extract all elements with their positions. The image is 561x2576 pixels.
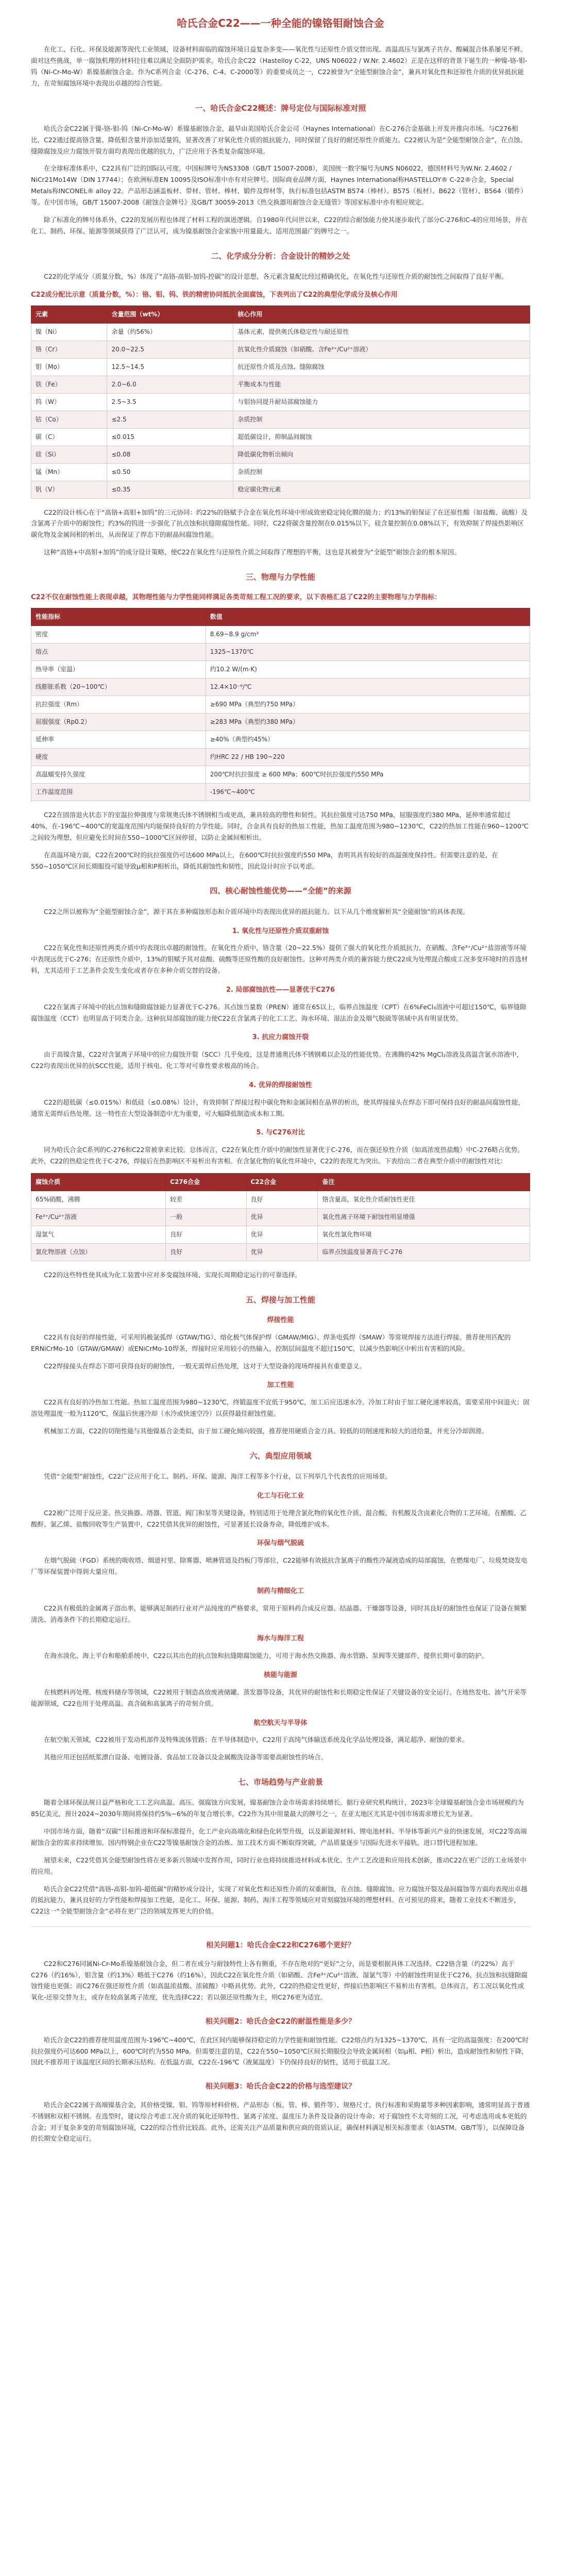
table-row <box>31 626 530 643</box>
subsection-paragraph: C22的超低碳（≤0.015%）和低硅（≤0.08%）设计，有效抑制了焊接过程中碳化物和金属间相在晶界的析出，使其焊接接头在焊态下即可保持良好的耐晶间腐蚀性能，通常无需焊后热处理。这一特性在大型设备制造中尤为重要，可大幅降低制造成本和工期。 <box>31 1098 524 1117</box>
subsection-heading: 核能与能源 <box>263 1671 297 1679</box>
subsection-paragraph: 在航空航天领域，C22被用于发动机部件及特殊流体管路；在半导体制造中，C22用于高纯气体输送系统及化学品处理设备，满足超净、耐蚀的要求。 <box>44 1736 469 1744</box>
subsection-heading: 化工与石化工业 <box>257 1492 304 1500</box>
table-cell: 优异 <box>246 1226 318 1243</box>
table-cell: 较差 <box>166 1191 246 1208</box>
table-cell: 硬度 <box>31 749 206 766</box>
table-row <box>31 446 530 463</box>
subsection-paragraph: C22在氯离子环境中的抗点蚀和缝隙腐蚀能力显著优于C-276。其点蚀当量数（PREN）通常在65以上，临界点蚀温度（CPT）在6%FeCl₃溶液中可超过150℃，临界缝隙腐蚀温度（CCT）也明显高于同类合金。这种抗局部腐蚀的能力使C22在含氯离子的化工工艺、海水环境、湿法冶金及烟气脱硫等领域中具有明显优势。 <box>31 1003 526 1022</box>
subsection-paragraph: 在核燃料再处理、核废料储存等领域，C22被用于制造高放废液储罐、蒸发器等设备，其优异的耐蚀性和长期稳定性保证了关键设备的安全运行。在地热发电、油气开采等能源领域，C22也用于处理高温、高含硫和高氯离子的苛刻介质。 <box>31 1688 527 1707</box>
table-cell: 氧化性氯化物环境 <box>318 1226 530 1243</box>
table-row <box>31 358 530 376</box>
table-cell: 硅（Si） <box>31 446 107 463</box>
composition-table-caption: C22成分配比示意（质量分数，%）：铬、钼、钨、铁的精密协同抵抗全面腐蚀，下表列出了C22的典型化学成分及核心作用 <box>31 291 398 299</box>
section-7-paragraph: 中国市场方面，随着“双碳”目标推进和环保标准提升，化工产业向高端化和绿色化转型升级，以及新能源材料、锂电池材料、半导体等新兴产业的快速发展，对C22等高端耐蚀合金的需求持续增加。国内特钢企业在C22等镍基耐蚀合金的冶炼、加工技术方面不断取得突破，产品质量逐步与国际先进水平接轨，进口替代进程加速。 <box>31 1827 527 1846</box>
subsection-paragraph: C22具有良好的焊接性能，可采用钨极氩弧焊（GTAW/TIG）、熔化极气体保护焊（GMAW/MIG）、焊条电弧焊（SMAW）等常规焊接方法进行焊接。推荐使用匹配的ERNiCrMo-10（GTAW/GMAW）或ENiCrMo-10焊条，焊接时应采用较小的热输入，控制层间温度不超过150℃，以减少热影响区中析出有害相的风险。 <box>31 1333 511 1352</box>
table-cell: 降低碳化物析出倾向 <box>233 446 530 463</box>
table-row <box>31 428 530 446</box>
section-4-closing: C22的这些特性使其成为化工装置中应对多变腐蚀环境、实现长周期稳定运行的可靠选择。 <box>44 1270 301 1279</box>
faq-answer: 哈氏合金C22属于高端镍基合金，其价格受镍、钼、钨等原材料价格、产品形态（板、管、棒、锻件等）、规格尺寸、执行标准和采购量等多种因素影响，通常明显高于普通不锈钢和双相不锈钢。在选型时，建议综合考虑工况介质的氧化还原特性、氯离子浓度、温度压力条件及设备的设计寿命；对于腐蚀性不太苛刻的工况，可考虑选用成本更低的合金；对于复杂多变的苛刻腐蚀环境，C22的综合性价比较高。此外，还需关注产品质量和供应商的资质认证，确保材料满足相关标准要求（如ASTM、GB/T等），以保障设备的长期安全稳定运行。 <box>31 2100 530 2143</box>
section-4-intro: C22之所以被称为“全能型耐蚀合金”，源于其在多种腐蚀形态和介质环境中均表现出优异的抵抗能力。以下从几个维度解析其“全能耐蚀”的具体表现。 <box>44 907 469 916</box>
table-cell: 熔点 <box>31 643 206 661</box>
section-7-paragraph: 随着全球环保法规日益严格和化工工艺向高温、高压、强腐蚀方向发展，镍基耐蚀合金市场需求持续增长。据行业研究机构统计，2023年全球镍基耐蚀合金市场规模约为85亿美元，预计2024~2030年期间将保持约5%~6%的年复合增长率，C22作为其中用量最大的牌号之一，在亚太地区尤其是中国市场需求增长尤为显著。 <box>31 1799 524 1818</box>
section-heading-7: 七、市场趋势与产业前景 <box>237 1777 323 1787</box>
table-cell: 200℃时抗拉强度 ≥ 600 MPa；600℃时抗拉强度约550 MPa <box>206 766 530 784</box>
faq-question: 相关问题2：哈氏合金C22的耐温性能是多少？ <box>205 2018 356 2026</box>
table-cell: 20.0~22.5 <box>107 341 233 358</box>
table-row <box>31 393 530 411</box>
table-row <box>31 661 530 679</box>
table-cell: 良好 <box>246 1191 318 1208</box>
subsection-paragraph: C22具有良好的冷热加工性能。热加工温度范围为980~1230℃，终锻温度不宜低于950℃，加工后应迅速水冷。冷加工时由于加工硬化速率较高，需要采用中间退火；固溶处理温度一般为1120℃，保温后快速冷却（水冷或快速空冷）以获得最佳耐蚀性能。 <box>31 1398 530 1417</box>
subsection-paragraph: C22具有极低的金属离子溶出率，能够满足制药行业对产品纯度的严格要求，常用于原料药合成反应器、结晶器、干燥器等设备，同时其良好的耐蚀性也保证了设备在频繁清洗、消毒条件下的长期稳定运行。 <box>31 1604 527 1623</box>
table-cell: 2.0~6.0 <box>107 376 233 393</box>
table-row <box>31 766 530 784</box>
subsection-heading: 焊接性能 <box>267 1316 294 1324</box>
table-cell: 12.5~14.5 <box>107 358 233 376</box>
column-header: C22合金 <box>246 1173 318 1191</box>
table-cell: 工作温度范围 <box>31 784 206 801</box>
table-cell: 约10.2 W/(m·K) <box>206 661 530 679</box>
section-2-paragraph: C22的设计核心在于“高铬+高钼+加钨”的三元协同：约22%的铬赋予合金在氧化性环境中形成致密稳定钝化膜的能力；约13%的钼保证了在还原性酸（如盐酸、硫酸）及含氯离子介质中的耐蚀性；约3%的钨进一步强化了抗点蚀和抗缝隙腐蚀性能。同时，C22将碳含量控制在0.015%以下，硅含量控制在0.08%以下，有效抑制了焊接热影响区碳化物及金属间相的析出，从而保证了焊态下的耐晶间腐蚀性能。 <box>31 508 528 539</box>
table-cell: 高温蠕变持久强度 <box>31 766 206 784</box>
table-row <box>31 731 530 749</box>
table-header-row <box>31 608 530 626</box>
subsection-heading: 环保与烟气脱硫 <box>257 1539 304 1548</box>
table-header-row <box>31 1173 530 1191</box>
table-cell: Fe³⁺/Cu²⁺溶液 <box>31 1208 166 1226</box>
intro-paragraph: 在化工、石化、环保及能源等现代工业领域，设备材料面临的腐蚀环境日益复杂多变——氧化性与还原性介质交替出现、高温高压与氯离子共存、酸碱混合体系屡见不鲜。面对这些挑战，单一腐蚀机理的材料往往难以满足全面防护需求。哈氏合金C22（Hastelloy C-22，UNS N06022 / W.Nr. 2.4602）正是在这样的背景下诞生的一种镍-铬-钼-钨（Ni-Cr-Mo-W）系镍基耐蚀合金。作为C系列合金（C-276、C-4、C-2000等）的重要成员之一，C22被誉为“全能型耐蚀合金”，兼具对氧化性和还原性介质的优异抵抗能力，在苛刻腐蚀环境中表现出卓越的综合性能。 <box>31 45 528 87</box>
table-row <box>31 696 530 714</box>
table-row <box>31 643 530 661</box>
table-cell: 氯化物溶液（点蚀） <box>31 1243 166 1261</box>
divider <box>31 1926 530 1927</box>
table-row <box>31 341 530 358</box>
section-6-closing: 其他应用还包括纸浆漂白设备、电镀设备、食品加工设备以及金属酸洗设备等需要高耐蚀性的场合。 <box>44 1753 328 1761</box>
table-row <box>31 376 530 393</box>
table-row <box>31 481 530 498</box>
faq-section <box>31 1939 530 2144</box>
column-header: C276合金 <box>166 1173 246 1191</box>
subsection-paragraph: C22被广泛用于反应釜、热交换器、塔器、管道、阀门和泵等关键设备，特别适用于处理含氯化物的氧化性介质、混合酸、有机酸及含卤素化合物的工艺环境。在醋酸、乙酸酐、氯乙烯、盐酸回收等生产装置中，C22凭借其优异的耐蚀性，可显著延长设备寿命，降低维护成本。 <box>31 1509 527 1528</box>
section-heading-4: 四、核心耐蚀性能优势——“全能”的来源 <box>210 886 351 896</box>
subsection-heading: 制药与精细化工 <box>257 1587 304 1595</box>
section-3-paragraph: C22在固溶退火状态下的室温拉伸强度与常规奥氏体不锈钢相当或更高，兼具较高的塑性和韧性。其抗拉强度可达750 MPa，屈服强度约380 MPa，延伸率通常超过40%，在-196℃~400℃的宽温度范围内均能保持良好的力学性能。同时，合金具有良好的热加工性能，热加工温度范围为980~1230℃，C22的热加工性能在960~1200℃之间较为理想，但应避免长时间在550~1000℃区间停留，以防止金属间相析出。 <box>31 811 529 841</box>
table-row <box>31 1208 530 1226</box>
table-cell: 1325~1370℃ <box>206 643 530 661</box>
table-cell: ≥690 MPa（典型约750 MPa） <box>206 696 530 714</box>
faq-answer: C22和C276同属Ni-Cr-Mo系镍基耐蚀合金，但二者在成分与耐蚀特性上各有侧重，不存在绝对的“更好”之分，而是要根据具体工况选择。C22铬含量（约22%）高于C276（约16%），钼含量（约13%）略低于C276（约16%），因此C22在氧化性介质（如硝酸、含Fe³⁺/Cu²⁺溶液、湿氯气等）中的耐蚀性明显优于C276，抗点蚀和抗缝隙腐蚀性能也更强；而C276在强还原性介质（如高温浓盐酸、浓硫酸）中略具优势。此外，C22的热稳定性更好，焊接后热影响区不易析出有害相。总体而言，若工况以氧化性或氧化-还原交替为主，或存在较高氯离子浓度，优先选择C22；若以强还原性酸为主，则C276更为适宜。 <box>31 1959 528 2002</box>
composition-table-body <box>31 323 530 498</box>
table-cell: 稳定碳化物元素 <box>233 481 530 498</box>
table-cell: ≤0.35 <box>107 481 233 498</box>
column-header: 腐蚀介质 <box>31 1173 166 1191</box>
table-cell: 约HRC 22 / HB 190~220 <box>206 749 530 766</box>
section-2-intro: C22的化学成分（质量分数，%）体现了“高铬-高钼-加钨-控碳”的设计思想，各元素含量配比经过精确优化，在氧化性与还原性介质的耐蚀性之间取得了良好平衡。 <box>44 272 508 280</box>
section-6-intro: 凭借“全能型”耐蚀性，C22广泛应用于化工、制药、环保、能源、海洋工程等多个行业，以下列举几个代表性的应用场景。 <box>44 1472 392 1480</box>
table-cell: 2.5~3.5 <box>107 393 233 411</box>
table-cell: 铬含量高，氧化性介质耐蚀性更佳 <box>318 1191 530 1208</box>
table-cell: ≤2.5 <box>107 411 233 428</box>
section-heading-3: 三、物理与力学性能 <box>245 572 315 582</box>
table-cell: 抗拉强度（Rm） <box>31 696 206 714</box>
table-cell: 氧化性离子环境下耐蚀性明显增强 <box>318 1208 530 1226</box>
subsection-paragraph: C22焊接接头在焊态下即可获得良好的耐蚀性，一般无需焊后热处理，这对于大型设备的现场焊接具有重要意义。 <box>44 1362 366 1370</box>
table-row <box>31 463 530 481</box>
table-row <box>31 749 530 766</box>
table-cell: 碳（C） <box>31 428 107 446</box>
table-cell: 铁（Fe） <box>31 376 107 393</box>
table-header-row <box>31 306 530 323</box>
table-cell: 钨（W） <box>31 393 107 411</box>
comparison-table <box>31 1173 530 1261</box>
table-cell: 延伸率 <box>31 731 206 749</box>
faq-answer: 哈氏合金C22的推荐使用温度范围为-196℃~400℃，在此区间内能够保持稳定的力学性能和耐蚀性能。C22熔点约为1325~1370℃，具有一定的高温强度：在200℃时抗拉强度仍可达600 MPa以上，600℃时约为550 MPa。但需要注意的是，C22在550~1050℃区间长期服役会导致金属间相（如μ相、P相）析出，造成耐蚀性和韧性下降，因此不推荐用于该温度区间的长期承压结构。在低温方面，C22在-196℃（液氮温度）下仍保持良好的韧性，适用于低温工况。 <box>31 2036 529 2066</box>
table-cell: 密度 <box>31 626 206 643</box>
section-2-paragraph: 这种“高铬+中高钼+加钨”的成分设计策略，使C22在氧化性与还原性介质之间取得了理想的平衡，这也是其被誉为“全能型”耐蚀合金的根本原因。 <box>44 548 461 556</box>
table-cell: 超低碳设计，抑制晶间腐蚀 <box>233 428 530 446</box>
subsection-heading: 4. 优异的焊接耐蚀性 <box>249 1081 312 1089</box>
table-cell: 良好 <box>166 1226 246 1243</box>
table-cell: 钒（V） <box>31 481 107 498</box>
comparison-table-body <box>31 1191 530 1261</box>
column-header: 性能指标 <box>31 608 206 626</box>
subsection-paragraph: C22在氧化性和还原性两类介质中均表现出卓越的耐蚀性。在氧化性介质中，铬含量（20~22.5%）提供了强大的氧化性介质抵抗力，在硝酸、含Fe³⁺/Cu²⁺盐溶液等环境中表现远优于C-276；在还原性介质中，13%的钼赋予其对盐酸、硫酸等还原性酸的良好耐蚀性。这种对两类介质的兼容能力使C22成为处理混合酸或工况多变环境时的首选材料，尤其适用于工艺条件会发生变化或者存在多种介质交替的设备。 <box>31 944 528 974</box>
table-cell: 8.69~8.9 g/cm³ <box>206 626 530 643</box>
column-header: 备注 <box>318 1173 530 1191</box>
section-1-paragraph: 哈氏合金C22属于镍-铬-钼-钨（Ni-Cr-Mo-W）系镍基耐蚀合金，最早由美国哈氏合金公司（Haynes International）在C-276合金基础上开发并推向市场。与C276相比，C22通过提高铬含量、降低钼含量并添加适量钨，显著改善了对氧化性介质的抵抗能力，同时保留了良好的耐还原性介质能力。C22被认为是“全能型耐蚀合金”，在点蚀、缝隙腐蚀及应力腐蚀开裂方面均表现出优越的抗力，广泛应用于各类复杂腐蚀环境。 <box>31 124 527 155</box>
subsection-paragraph: 在烟气脱硫（FGD）系统的吸收塔、烟道衬里、除雾器、喷淋管道及挡板门等部位，C22能够有效抵抗含氯离子的酸性冷凝液造成的局部腐蚀，在燃煤电厂、垃圾焚烧发电厂等环保装置中得到大量应用。 <box>31 1556 528 1575</box>
table-row <box>31 1226 530 1243</box>
composition-table <box>31 306 530 499</box>
table-cell: 与钼协同提升耐局部腐蚀能力 <box>233 393 530 411</box>
table-cell: 线膨胀系数（20~100℃） <box>31 679 206 696</box>
table-cell: 抗氧化性介质腐蚀（如硝酸、含Fe³⁺/Cu²⁺溶液） <box>233 341 530 358</box>
column-header: 数值 <box>206 608 530 626</box>
table-cell: ≥40%（典型约45%） <box>206 731 530 749</box>
subsection-heading: 海水与海洋工程 <box>257 1635 304 1643</box>
column-header: 元素 <box>31 306 107 323</box>
subsection-heading: 2. 局部腐蚀抗性——显著优于C276 <box>226 986 335 994</box>
subsection-paragraph: 在海水淡化、海上平台和船舶系统中，C22以其出色的抗点蚀和抗缝隙腐蚀能力，可用于海水热交换器、海水管路、泵阀等关键部件，提供长期可靠的防护。 <box>44 1652 488 1660</box>
faq-question: 相关问题1：哈氏合金C22和C276哪个更好？ <box>206 1941 355 1950</box>
section-7-paragraph: 展望未来，C22凭借其全能型耐蚀性将在更多新兴领域中发挥作用，同时行业也将持续推进材料成本优化、生产工艺改进和应用技术创新，推动C22在更广泛的工业场景中的应用。 <box>31 1856 526 1875</box>
table-cell: 优异 <box>246 1243 318 1261</box>
table-row <box>31 1243 530 1261</box>
subsection-heading: 航空航天与半导体 <box>253 1719 308 1727</box>
properties-table-body <box>31 626 530 801</box>
table-cell: 抗还原性介质及点蚀、缝隙腐蚀 <box>233 358 530 376</box>
table-cell: 良好 <box>166 1243 246 1261</box>
table-cell: ≥283 MPa（典型约380 MPa） <box>206 714 530 731</box>
subsection-paragraph: 机械加工方面，C22的切削性能与其他镍基合金类似，由于加工硬化倾向较强，推荐使用硬质合金刀具、较低的切削速度和较大的进给量，并充分冷却润滑。 <box>44 1427 488 1435</box>
column-header: 含量范围（wt%） <box>107 306 233 323</box>
table-cell: 钼（Mo） <box>31 358 107 376</box>
table-cell: 优异 <box>246 1208 318 1226</box>
table-row <box>31 323 530 341</box>
section-3-paragraph: 在高温环境方面，C22在200℃时的抗拉强度仍可达600 MPa以上，在600℃时抗拉强度约550 MPa，表明其具有较好的高温强度保持性。但需要注意的是，在550~1050℃区间长期服役可能导致μ相和P相析出，降低其耐蚀性和韧性，因此设计时应予以考虑。 <box>31 851 498 870</box>
section-heading-2: 二、化学成分分析：合金设计的精妙之处 <box>211 251 350 261</box>
table-cell: ≤0.50 <box>107 463 233 481</box>
table-row <box>31 411 530 428</box>
table-cell: 杂质控制 <box>233 463 530 481</box>
table-cell: -196℃~400℃ <box>206 784 530 801</box>
section-heading-6: 六、典型应用领域 <box>249 1451 312 1461</box>
table-cell: 锰（Mn） <box>31 463 107 481</box>
table-cell: 临界点蚀温度显著高于C-276 <box>318 1243 530 1261</box>
table-cell: 基体元素，提供奥氏体稳定性与耐还原性 <box>233 323 530 341</box>
table-cell: 12.4×10⁻⁶/℃ <box>206 679 530 696</box>
table-cell: 镍（Ni） <box>31 323 107 341</box>
table-cell: 屈服强度（Rp0.2） <box>31 714 206 731</box>
table-cell: 湿氯气 <box>31 1226 166 1243</box>
table-row <box>31 714 530 731</box>
table-row <box>31 679 530 696</box>
properties-table-caption: C22不仅在耐蚀性能上表现卓越，其物理性能与力学性能同样满足各类苛刻工程工况的要求，以下表格汇总了C22的主要物理与力学指标： <box>31 594 441 602</box>
section-1-paragraph: 在全球标准体系中，C22具有广泛的国际认可度。中国标牌号为NS3308（GB/T 15007-2008），美国统一数字编号为UNS N06022，德国材料号为W.Nr. 2.4602 / NiCr21Mo14W（DIN 17744）；在欧洲标准EN 10095及ISO标准中亦有对应牌号。国际商业品牌方面，Haynes International称HASTELLOY® C-22®合金，Special Metals称INCONEL® alloy 22。产品形态涵盖板材、带材、管材、棒材、锻件及焊材等，执行标准包括ASTM B574（棒材）、B575（板材）、B622（管材）、B564（锻件）等。在中国市场，GB/T 15007-2008《耐蚀合金牌号》及GB/T 30059-2013《热交换器用耐蚀合金无缝管》等国家标准中亦有相应规定。 <box>31 164 527 206</box>
table-cell: 65%硝酸，沸腾 <box>31 1191 166 1208</box>
conclusion-paragraph: 哈氏合金C22凭借“高铬-高钼-加钨-超低碳”的精妙成分设计，实现了对氧化性和还原性介质的双重耐蚀，在点蚀、缝隙腐蚀、应力腐蚀开裂及晶间腐蚀等方面均表现出卓越的抵抗能力，兼具良好的力学性能和焊接加工性能，是化工、环保、能源、制药、海洋工程等领域应对苛刻腐蚀环境的理想材料。在可预见的将来，随着工业技术不断进步，C22这一“全能型耐蚀合金”必将在更广泛的领域发挥更大的价值。 <box>31 1885 528 1916</box>
table-cell: 铬（Cr） <box>31 341 107 358</box>
table-cell: 热导率（室温） <box>31 661 206 679</box>
article-title: 哈氏合金C22——一种全能的镍铬钼耐蚀合金 <box>177 17 384 29</box>
table-cell: 一般 <box>166 1208 246 1226</box>
table-cell: 平衡成本与性能 <box>233 376 530 393</box>
column-header: 核心作用 <box>233 306 530 323</box>
table-cell: 余量（约56%） <box>107 323 233 341</box>
section-1-paragraph: 除了标准化的牌号体系外，C22的发展历程也体现了材料工程的演进逻辑。自1980年代问世以来，C22的综合耐蚀能力使其逐步取代了部分C-276和C-4的应用场景，并在化工、制药、环保、能源等领域获得了广泛认可，成为镍基耐蚀合金家族中用量最大、适用范围最广的牌号之一。 <box>31 215 528 235</box>
section-heading-5: 五、焊接与加工性能 <box>245 1295 315 1304</box>
table-row <box>31 1191 530 1208</box>
subsection-paragraph: 由于高镍含量，C22对含氯离子环境中的应力腐蚀开裂（SCC）几乎免疫，这是普通奥氏体不锈钢难以企及的性能优势。在沸腾的42% MgCl₂溶液及高温含氯水溶液中，C22均表现出优异的抗SCC性能，适用于核电、化工等对可靠性要求极高的场合。 <box>31 1050 523 1070</box>
section-heading-1: 一、哈氏合金C22概述：牌号定位与国际标准对照 <box>195 103 366 113</box>
subsection-paragraph: 同为哈氏合金C系列的C-276和C22常被拿来比较。总体而言，C22在氧化性介质中的耐蚀性显著优于C-276，而在强还原性介质（如高浓度热盐酸）中C-276略占优势。此外，C22的热稳定性优于C-276，焊接后在热影响区不易析出有害相。在含氯化物的氧化性环境中，C22的表现尤为突出。下表给出二者在典型介质中的耐蚀性对比： <box>31 1146 524 1165</box>
subsection-heading: 1. 氧化性与还原性介质双重耐蚀 <box>232 927 329 935</box>
properties-table <box>31 608 530 801</box>
subsection-heading: 加工性能 <box>267 1381 294 1389</box>
table-cell: 钴（Co） <box>31 411 107 428</box>
table-cell: ≤0.08 <box>107 446 233 463</box>
subsection-heading: 5. 与C276对比 <box>256 1129 305 1137</box>
table-cell: 杂质控制 <box>233 411 530 428</box>
subsection-heading: 3. 抗应力腐蚀开裂 <box>252 1033 309 1042</box>
table-row <box>31 784 530 801</box>
table-cell: ≤0.015 <box>107 428 233 446</box>
faq-question: 相关问题3：哈氏合金C22的价格与选型建议？ <box>205 2082 356 2091</box>
